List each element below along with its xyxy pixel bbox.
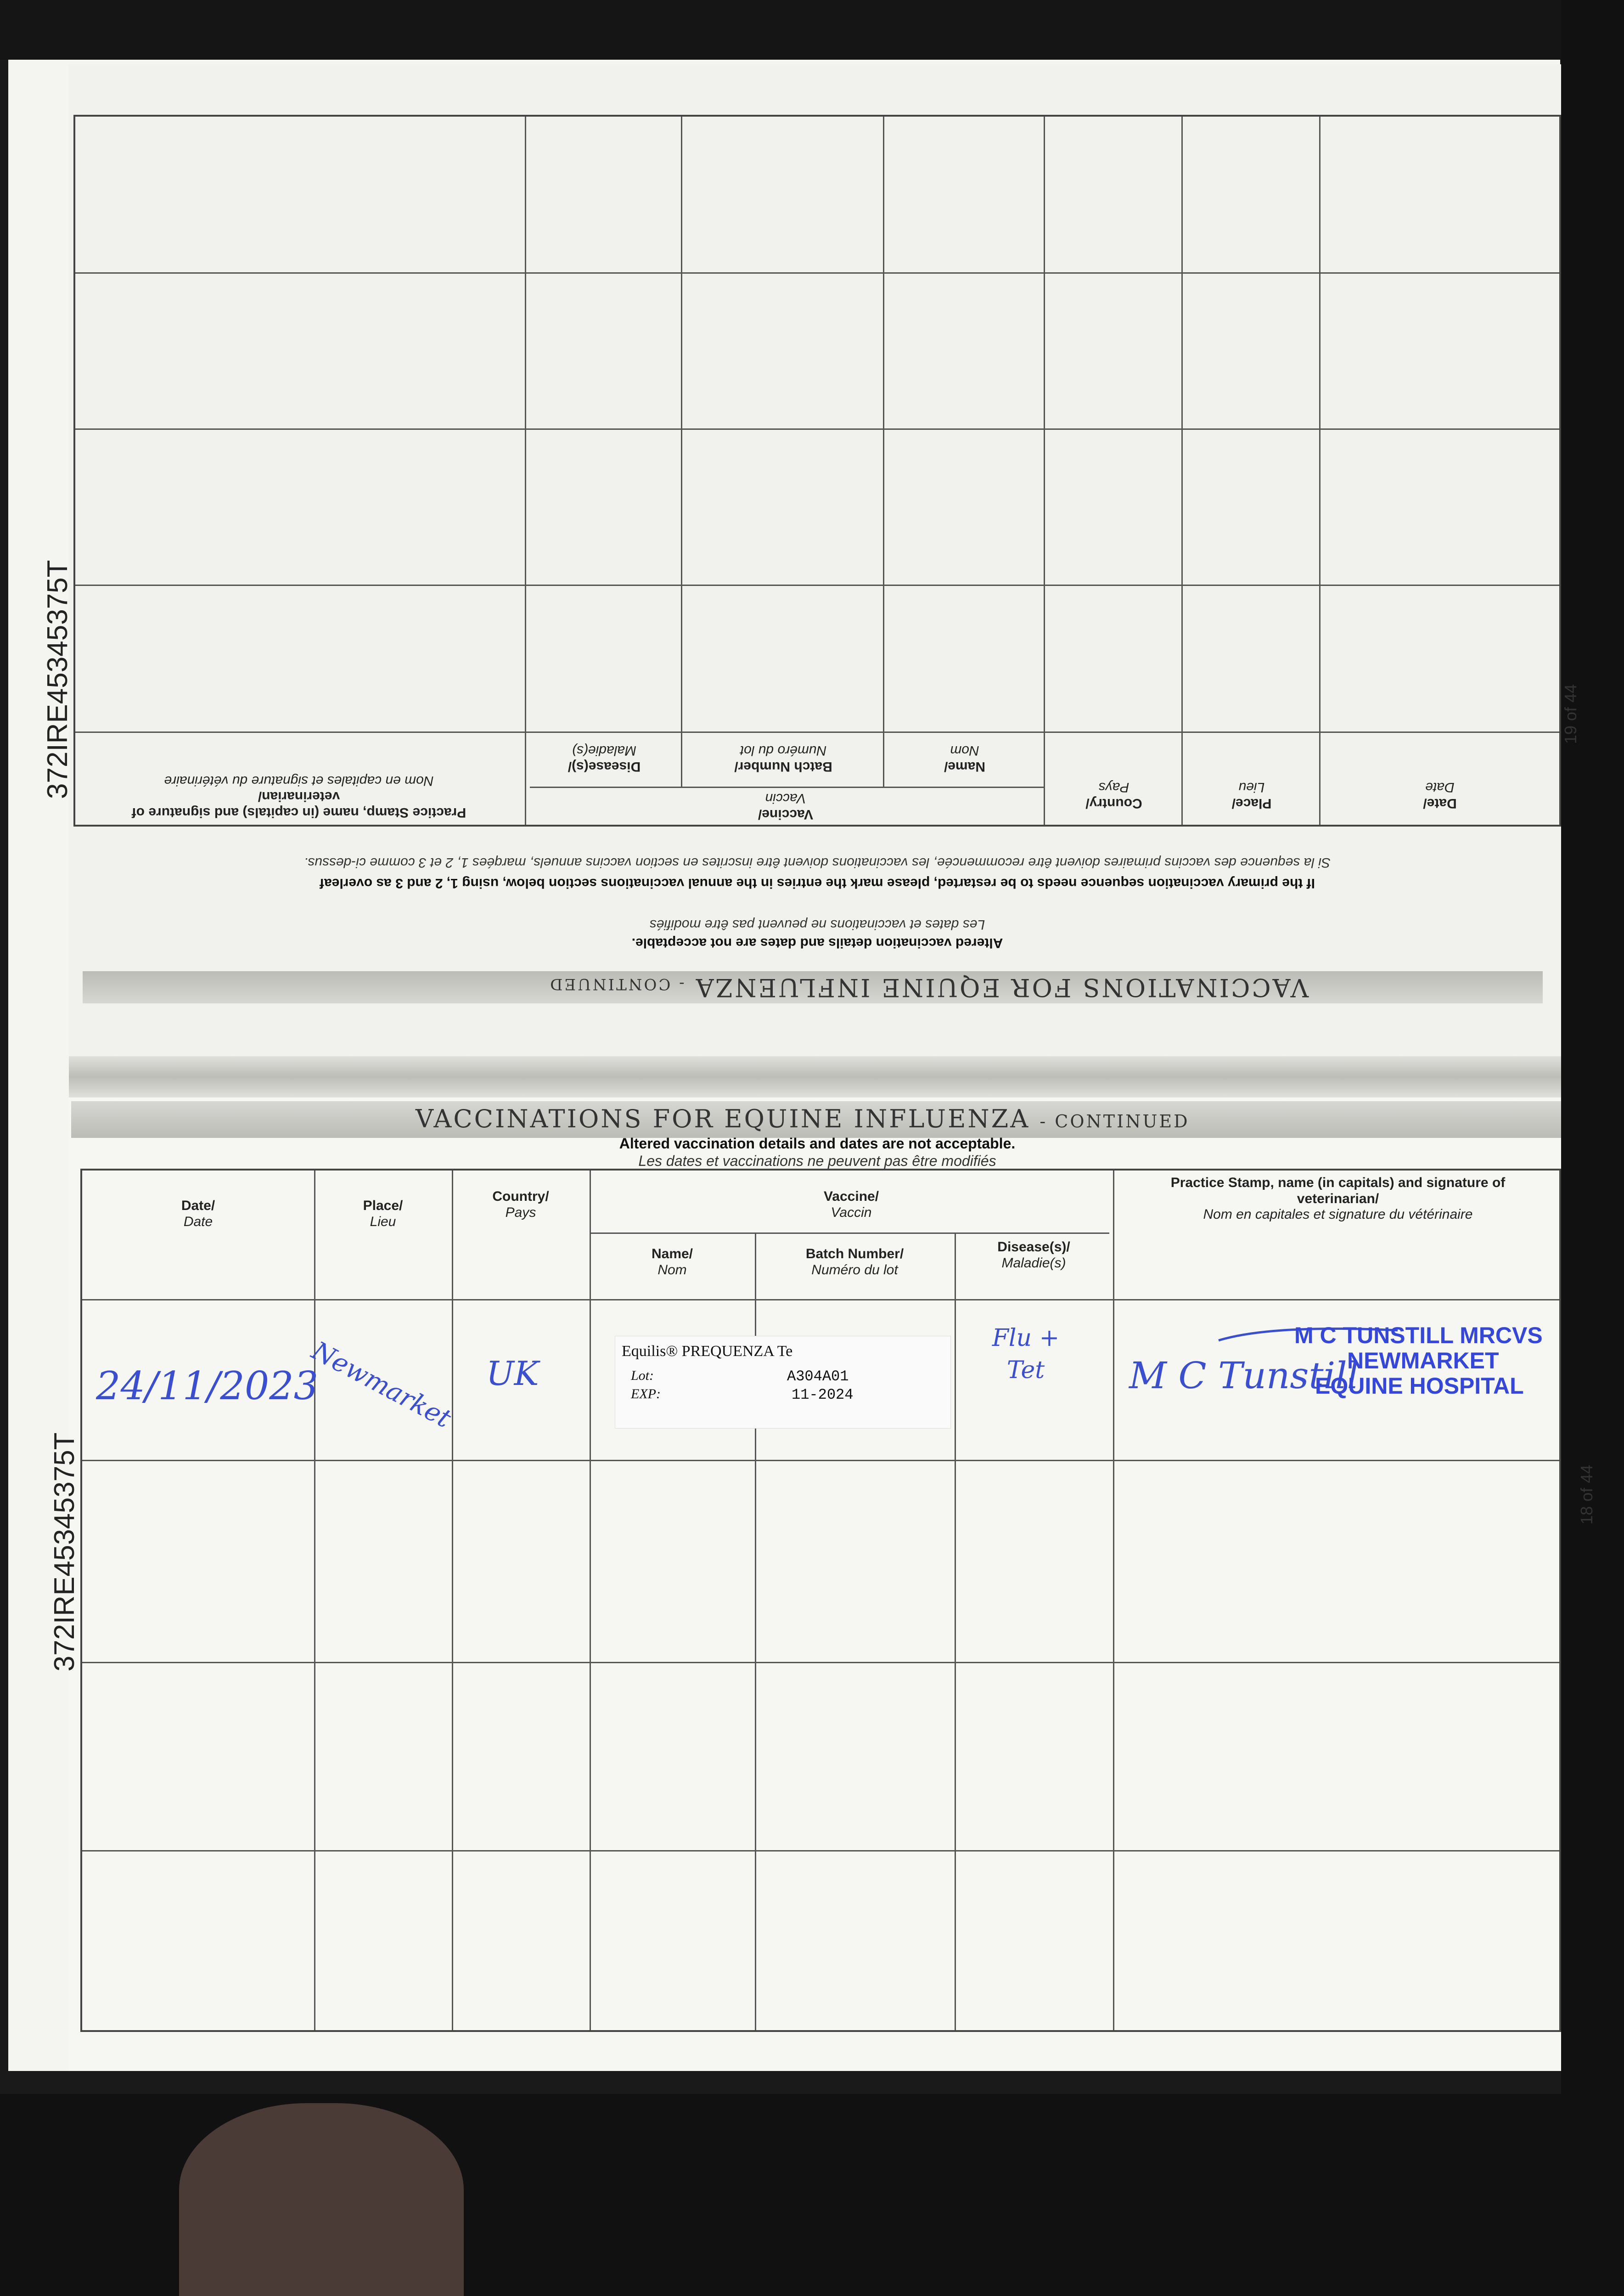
col-divider	[955, 1232, 956, 2030]
header-date: Date/ Date	[181, 1198, 215, 1229]
header-place: Place/ Lieu	[363, 1198, 403, 1229]
lower-notice-italic: Les dates et vaccinations ne peuvent pas être modifiés	[638, 1153, 996, 1169]
vaccine-subheader-line	[530, 787, 1045, 788]
sticker-brand: Equilis® PREQUENZA Te	[622, 1343, 793, 1360]
scan-right-edge	[1561, 0, 1624, 2296]
header-country: Country/ Pays	[1085, 780, 1142, 811]
vet-signature: M C Tunstill	[1129, 1354, 1359, 1397]
header-disease: Disease(s)/ Maladie(s)	[997, 1239, 1070, 1271]
hand-shadow	[179, 2103, 464, 2296]
entry-expiry: 11-2024	[792, 1386, 854, 1403]
sticker-lot-label: Lot:	[631, 1368, 654, 1383]
entry-disease: Flu + Tet	[992, 1324, 1060, 1384]
lower-notice-bold: Altered vaccination details and dates are not acceptable.	[619, 1135, 1016, 1152]
header-stamp: Practice Stamp, name (in capitals) and signature of veterinarian/ Nom en capitales et signature du vétérinaire	[1170, 1175, 1506, 1222]
col-divider	[1181, 117, 1183, 825]
book-gutter	[69, 1056, 1561, 1097]
lower-page-number: 18 of 44	[1577, 1464, 1596, 1525]
stamp-line-2: NEWMARKET	[1347, 1348, 1499, 1373]
header-batch: Batch Number/ Numéro du lot	[734, 743, 832, 774]
col-divider	[681, 117, 682, 788]
upper-page-number: 19 of 44	[1561, 684, 1580, 744]
row-divider	[75, 732, 1559, 733]
row-divider	[82, 1850, 1559, 1851]
header-disease: Disease(s)/ Maladie(s)	[568, 743, 641, 774]
entry-batch-number: A304A01	[787, 1368, 849, 1385]
lower-vaccination-table	[80, 1169, 1561, 2032]
lower-title: VACCINATIONS FOR EQUINE INFLUENZA - CONTINUED	[416, 1104, 1190, 1133]
col-divider	[1044, 117, 1045, 825]
upper-instruction-en: If the primary vaccination sequence needs to be restarted, please mark the entries in the annual vaccinations section below, using 1, 2 and 3 as overleaf	[320, 876, 1315, 891]
header-date: Date/ Date	[1423, 780, 1457, 811]
upper-instruction-fr: Si la sequence des vaccins primaires doivent être recommencée, les vaccinations doivent être inscrites en section vaccins annuels, marqées 1, 2 et 3 comme ci-dessus.	[303, 855, 1331, 870]
row-divider	[82, 1662, 1559, 1663]
row-divider	[82, 1460, 1559, 1461]
header-name: Name/ Nom	[651, 1246, 693, 1277]
header-batch: Batch Number/ Numéro du lot	[805, 1246, 904, 1277]
header-name: Name/ Nom	[944, 743, 986, 774]
stamp-line-1: M C TUNSTILL MRCVS	[1294, 1322, 1543, 1348]
row-divider	[75, 272, 1559, 274]
col-divider	[1319, 117, 1321, 825]
entry-date: 24/11/2023	[96, 1363, 319, 1408]
upper-notice-italic: Les dates et vaccinations ne peuvent pas être modifiés	[649, 917, 985, 932]
entry-place: Newmarket	[307, 1336, 456, 1434]
sticker-exp-label: EXP:	[631, 1386, 661, 1401]
header-vaccine: Vaccine/ Vaccin	[758, 791, 814, 822]
scan-top-edge	[0, 0, 1624, 60]
row-divider	[75, 585, 1559, 586]
upper-id-code: 372IRE45345375T	[42, 560, 73, 799]
upper-page-content	[69, 138, 1561, 1056]
header-stamp: Practice Stamp, name (in capitals) and signature of veterinarian/ Nom en capitales et signature du vétérinaire	[131, 773, 466, 820]
vaccine-subheader-line	[590, 1232, 1109, 1234]
stamp-line-3: EQUINE HOSPITAL	[1315, 1373, 1524, 1399]
row-divider	[75, 428, 1559, 430]
upper-title: VACCINATIONS FOR EQUINE INFLUENZA - CONTINUED	[548, 973, 1309, 1002]
upper-vaccination-table	[73, 115, 1561, 827]
entry-country: UK	[486, 1354, 539, 1393]
upper-notice-bold: Altered vaccination details and dates are not acceptable.	[631, 935, 1003, 951]
header-place: Place/ Lieu	[1231, 780, 1272, 811]
col-divider	[883, 117, 884, 788]
header-vaccine: Vaccine/ Vaccin	[823, 1189, 879, 1220]
row-divider	[82, 1299, 1559, 1300]
col-divider	[525, 117, 526, 825]
header-country: Country/ Pays	[492, 1189, 549, 1220]
lower-id-code: 372IRE45345375T	[49, 1432, 80, 1671]
